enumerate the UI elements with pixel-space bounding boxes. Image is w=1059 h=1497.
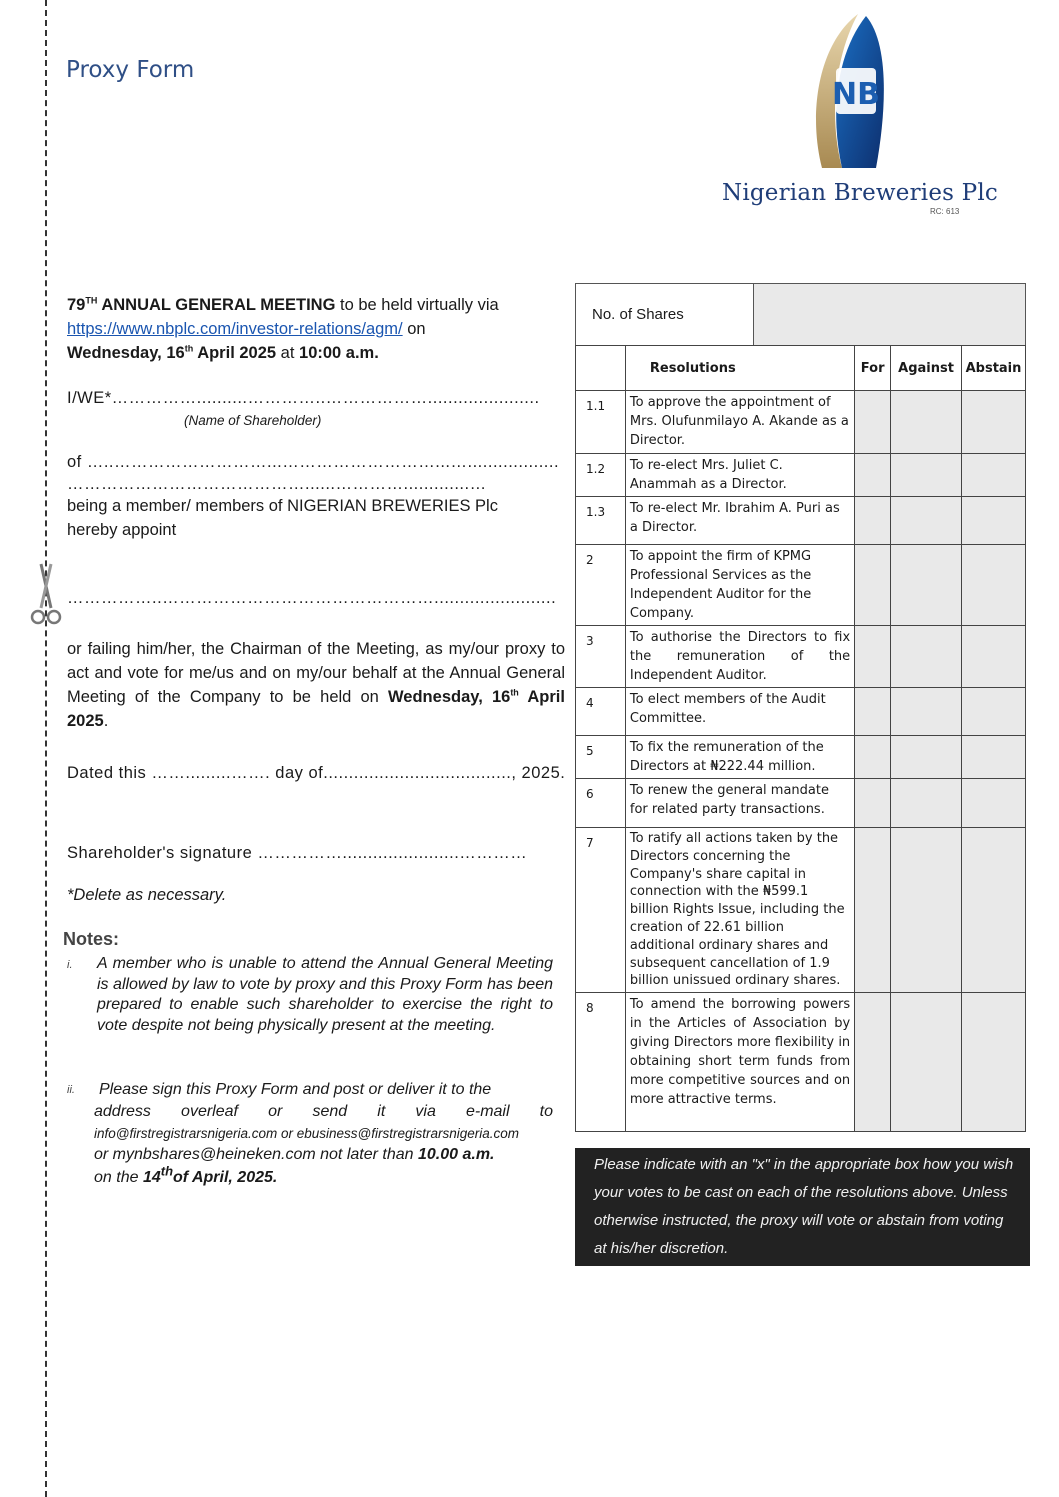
delete-note: *Delete as necessary. <box>67 886 227 904</box>
resolutions-table <box>575 345 1026 1132</box>
resolution-text: To fix the remuneration of the Directors at ₦222.44 million. <box>625 736 854 779</box>
resolution-row <box>576 545 1026 626</box>
vote-against-box[interactable] <box>891 497 962 545</box>
against-header: Against <box>891 346 962 391</box>
agm-link[interactable]: https://www.nbplc.com/investor-relations/agm/ <box>67 320 403 338</box>
notes-heading: Notes: <box>63 929 120 949</box>
resolution-text: To approve the appointment of Mrs. Olufunmilayo A. Akande as a Director. <box>625 391 854 454</box>
resolution-row <box>576 391 1026 454</box>
vote-against-box[interactable] <box>891 736 962 779</box>
member-statement: being a member/ members of NIGERIAN BREWERIES Plc hereby appoint <box>67 497 498 539</box>
vote-for-box[interactable] <box>855 545 891 626</box>
name-of-shareholder-hint: (Name of Shareholder) <box>184 413 322 428</box>
resolution-number: 7 <box>576 828 626 993</box>
resolution-row <box>576 454 1026 497</box>
vote-against-box[interactable] <box>891 454 962 497</box>
resolution-row <box>576 779 1026 828</box>
address-field-line2[interactable]: ……………………………………......………….............… <box>67 475 487 493</box>
vote-for-box[interactable] <box>855 736 891 779</box>
note-ii-line4: or mynbshares@heineken.com not later than 10.00 a.m. <box>94 1146 495 1163</box>
resolution-number: 2 <box>576 545 626 626</box>
note-i-number: i. <box>67 959 73 971</box>
vote-against-box[interactable] <box>891 545 962 626</box>
resolution-number: 5 <box>576 736 626 779</box>
shares-table <box>575 283 1026 346</box>
resolution-number: 4 <box>576 688 626 736</box>
resolution-text: To renew the general mandate for related party transactions. <box>625 779 854 828</box>
for-header: For <box>855 346 891 391</box>
resolutions-header: Resolutions <box>625 346 854 391</box>
abstain-header: Abstain <box>962 346 1026 391</box>
resolution-number: 1.1 <box>576 391 626 454</box>
vote-for-box[interactable] <box>855 626 891 688</box>
vote-for-box[interactable] <box>855 688 891 736</box>
vote-against-box[interactable] <box>891 993 962 1132</box>
note-ii-line5: on the 14thof April, 2025. <box>94 1163 278 1186</box>
logo-rc-number: RC: 613 <box>930 207 960 216</box>
resolutions-header-row <box>576 346 1026 391</box>
signature-field[interactable]: Shareholder's signature …………….......................………… <box>67 844 528 862</box>
voting-instructions: Please indicate with an "x" in the appropriate box how you wish your votes to be cast on each of the resolutions above. Unless otherwise instructed, the proxy will vote or abstain from voting at his/her discretion. <box>575 1148 1030 1266</box>
vote-abstain-box[interactable] <box>962 779 1026 828</box>
cut-line <box>45 0 47 1497</box>
resolution-number: 6 <box>576 779 626 828</box>
vote-against-box[interactable] <box>891 391 962 454</box>
resolution-text: To amend the borrowing powers in the Articles of Association by giving Directors more flexibility in obtaining short term funds from more competitive sources and on more attractive terms. <box>625 993 854 1132</box>
scissors-icon <box>27 562 65 628</box>
date-field[interactable]: Dated this …….........……. day of....................................., 2025. <box>67 764 566 782</box>
resolution-number: 3 <box>576 626 626 688</box>
resolution-text: To re-elect Mrs. Juliet C. Anammah as a Director. <box>625 454 854 497</box>
proxy-statement: or failing him/her, the Chairman of the Meeting, as my/our proxy to act and vote for me/us and on my/our behalf at the Annual General Meeting of the Company to be held on Wednesday, 16th April 2025. <box>67 640 565 730</box>
note-ii-emails: info@firstregistrarsnigeria.com or ebusiness@firstregistrarsnigeria.com <box>94 1126 520 1141</box>
shares-input[interactable] <box>754 284 1026 346</box>
resolution-row <box>576 993 1026 1132</box>
resolution-row <box>576 497 1026 545</box>
vote-for-box[interactable] <box>855 779 891 828</box>
vote-abstain-box[interactable] <box>962 736 1026 779</box>
resolution-row <box>576 736 1026 779</box>
vote-abstain-box[interactable] <box>962 391 1026 454</box>
resolution-row <box>576 626 1026 688</box>
resolution-text: To re-elect Mr. Ibrahim A. Puri as a Director. <box>625 497 854 545</box>
resolution-text: To authorise the Directors to fix the remuneration of the Independent Auditor. <box>625 626 854 688</box>
address-field-line1[interactable]: of …..………………………...………………………...….................. <box>67 453 560 471</box>
vote-against-box[interactable] <box>891 626 962 688</box>
vote-against-box[interactable] <box>891 828 962 993</box>
resolution-text: To appoint the firm of KPMG Professional Services as the Independent Auditor for the Company. <box>625 545 854 626</box>
resolution-number: 1.3 <box>576 497 626 545</box>
vote-abstain-box[interactable] <box>962 626 1026 688</box>
vote-for-box[interactable] <box>855 454 891 497</box>
logo-company-name: Nigerian Breweries Plc <box>722 180 998 206</box>
shares-label: No. of Shares <box>576 284 754 346</box>
vote-for-box[interactable] <box>855 391 891 454</box>
page-title: Proxy Form <box>66 57 195 83</box>
vote-for-box[interactable] <box>855 993 891 1132</box>
note-ii-line2: address overleaf or send it via e-mail to <box>94 1103 553 1120</box>
vote-abstain-box[interactable] <box>962 454 1026 497</box>
resolution-text: To elect members of the Audit Committee. <box>625 688 854 736</box>
proxy-name-field[interactable]: ……………..…………………………………………........................ <box>67 589 557 607</box>
vote-against-box[interactable] <box>891 779 962 828</box>
vote-abstain-box[interactable] <box>962 545 1026 626</box>
resolution-row <box>576 828 1026 993</box>
vote-against-box[interactable] <box>891 688 962 736</box>
resolution-text: To ratify all actions taken by the Directors concerning the Company's share capital in connection with the ₦599.1 billion Rights Issue, including the creation of 22.61 billion additional ordinary shares and subsequent cancellation of 1.9 billion unissued ordinary shares. <box>625 828 854 993</box>
shareholder-name-field[interactable]: I/WE*……………..........…………..………………...................... <box>67 389 540 407</box>
agm-notice: 79TH ANNUAL GENERAL MEETING to be held virtually via https://www.nbplc.com/investor-relations/agm/ on Wednesday, 16th April 2025 at 10:00 a.m. <box>67 295 499 362</box>
note-i-text: A member who is unable to attend the Annual General Meeting is allowed by law to vote by proxy and this Proxy Form has been prepared to enable such shareholder to exercise the right to vote despite not being physically present at the meeting. <box>97 955 553 1034</box>
vote-for-box[interactable] <box>855 497 891 545</box>
note-ii-line1: Please sign this Proxy Form and post or deliver it to the <box>99 1081 492 1098</box>
vote-abstain-box[interactable] <box>962 993 1026 1132</box>
svg-text:NB: NB <box>832 77 880 112</box>
resolution-number: 1.2 <box>576 454 626 497</box>
vote-abstain-box[interactable] <box>962 688 1026 736</box>
resolution-row <box>576 688 1026 736</box>
note-ii-number: ii. <box>67 1084 75 1096</box>
vote-abstain-box[interactable] <box>962 497 1026 545</box>
vote-for-box[interactable] <box>855 828 891 993</box>
resolution-number: 8 <box>576 993 626 1132</box>
vote-abstain-box[interactable] <box>962 828 1026 993</box>
